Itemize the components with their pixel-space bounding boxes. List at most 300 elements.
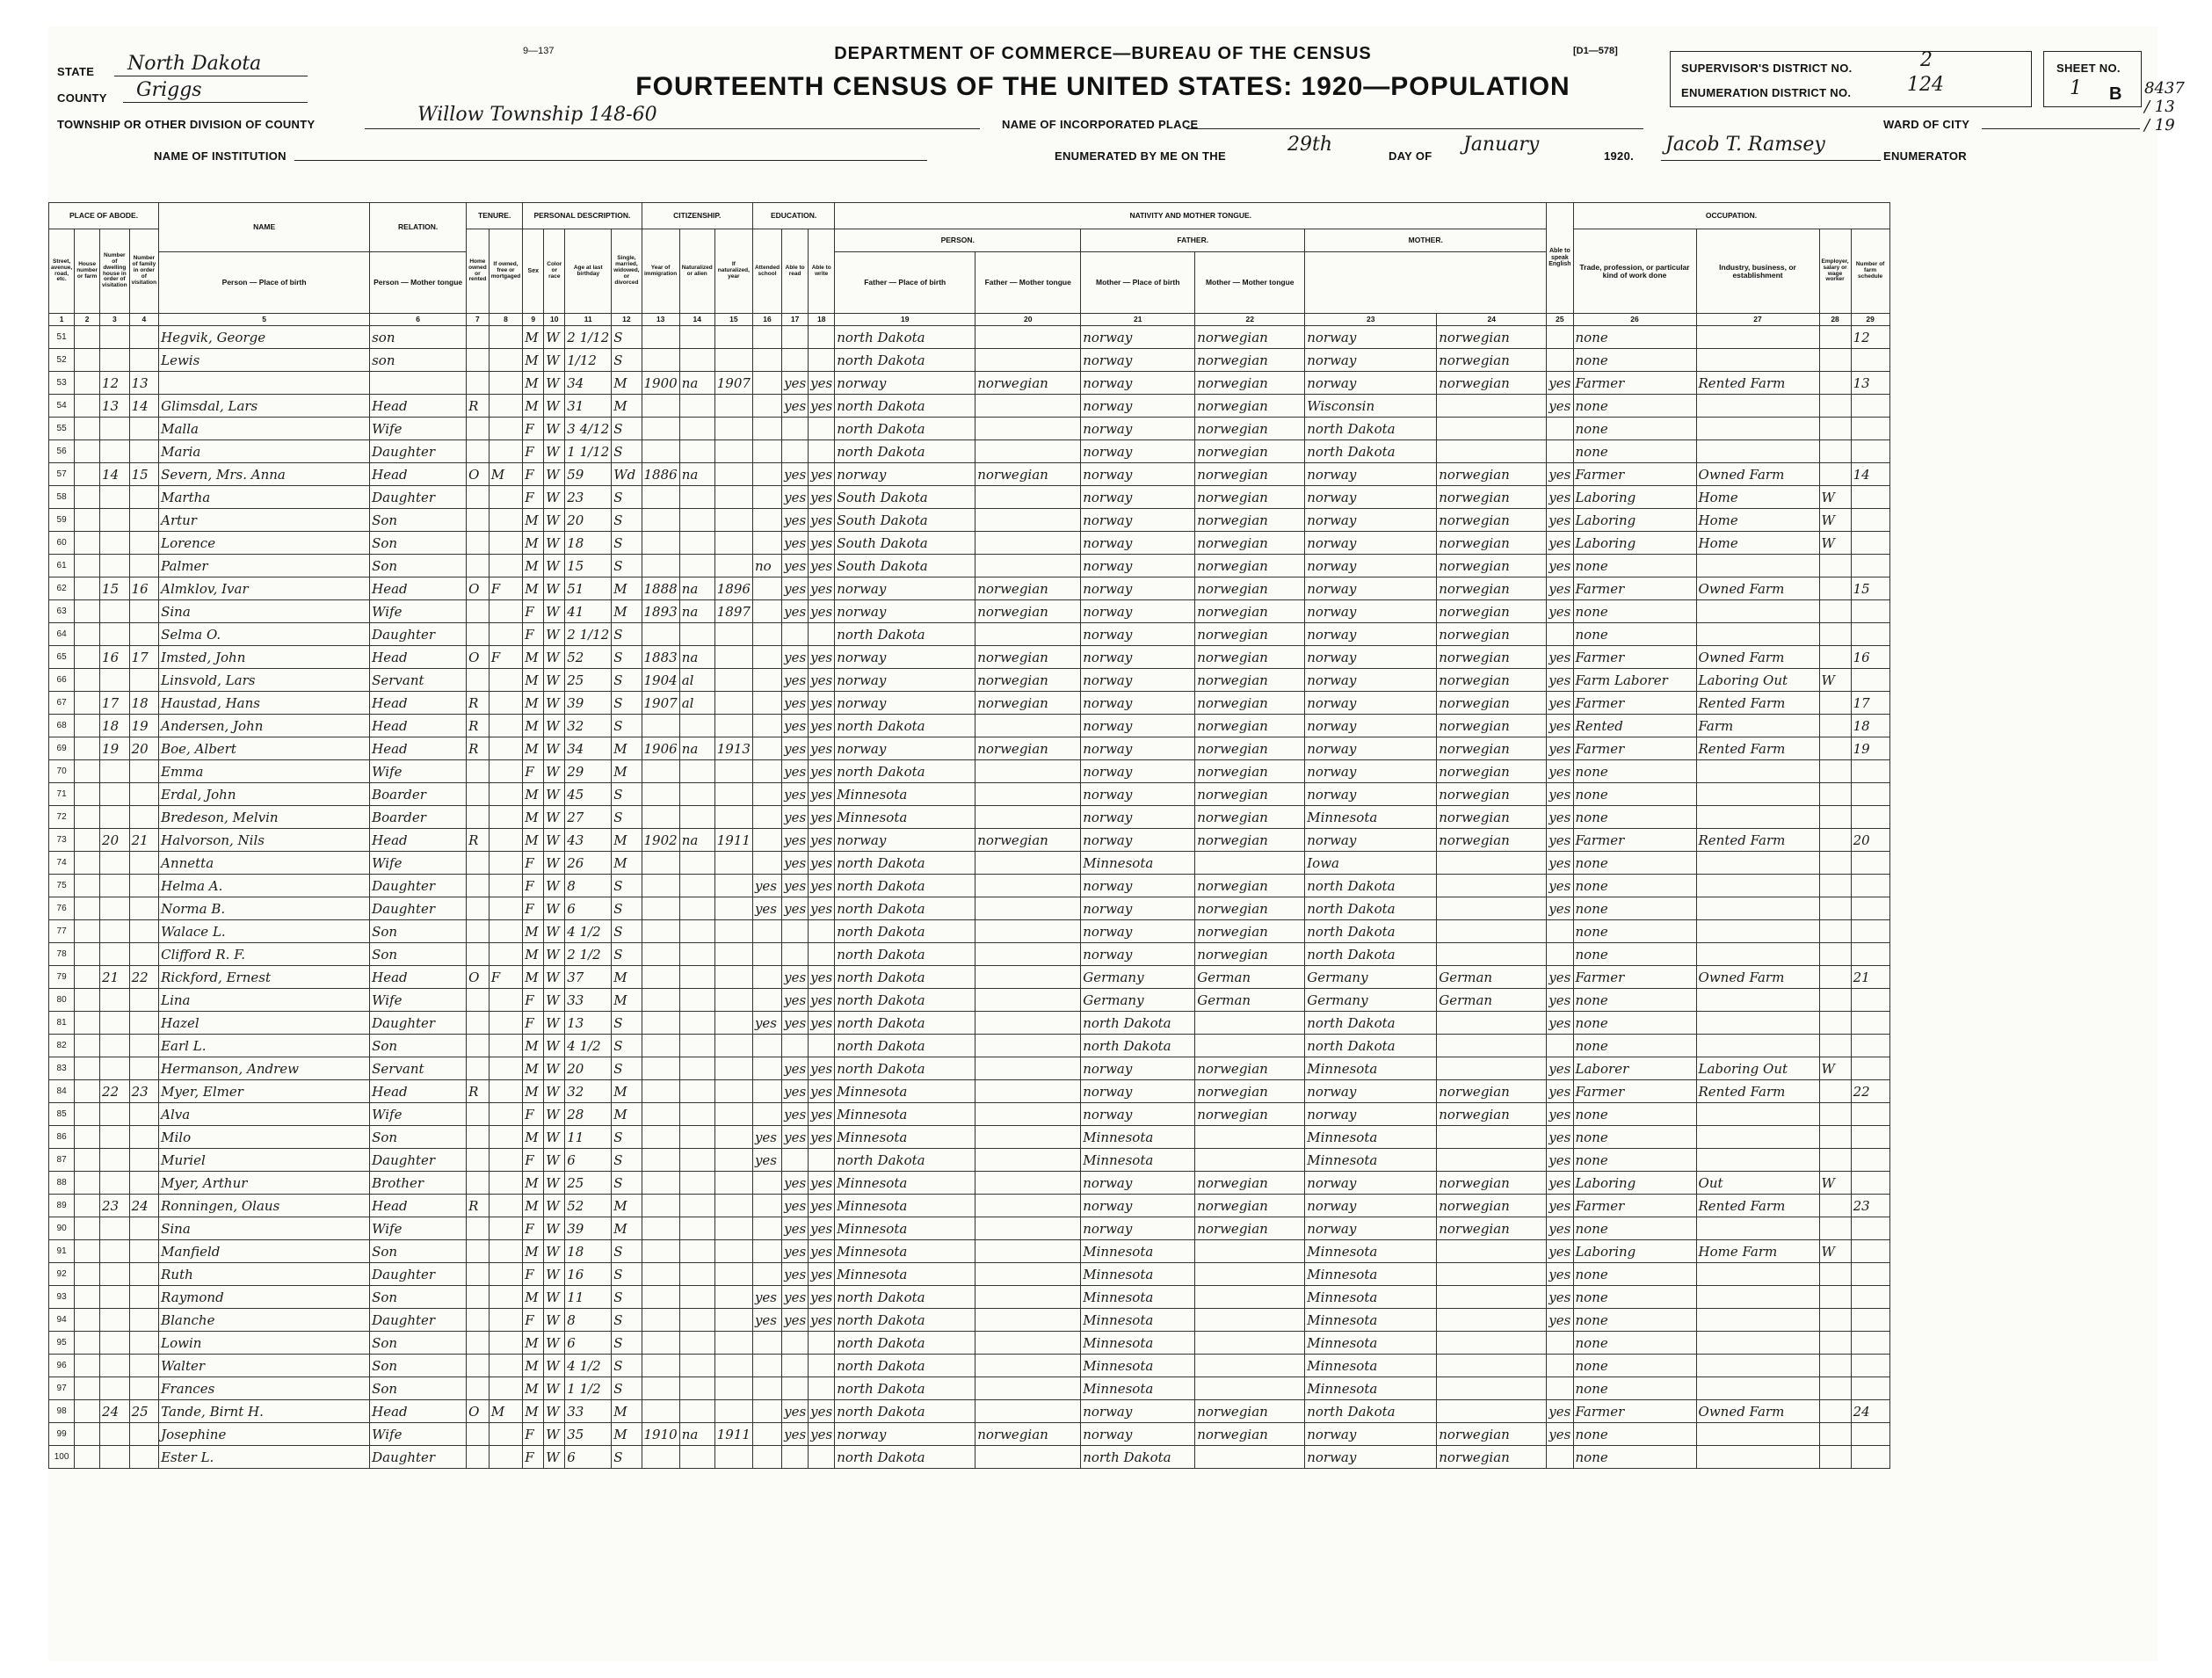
farm-schedule-cell: [1851, 920, 1889, 943]
house-number-cell: [75, 1355, 100, 1377]
naturalization-cell: [679, 532, 714, 555]
street-cell: 69: [49, 737, 75, 760]
immigration-year-cell: [642, 1217, 679, 1240]
birthplace-cell: norway: [835, 372, 975, 395]
mother-birthplace-cell: norway: [1305, 372, 1437, 395]
house-number-cell: [75, 875, 100, 897]
mortgage-cell: [489, 1309, 523, 1332]
column-number: 6: [370, 314, 467, 326]
table-row: [49, 555, 1890, 577]
father-birthplace-cell: norway: [1081, 829, 1195, 852]
race-cell: W: [544, 1195, 565, 1217]
farm-schedule-cell: [1851, 1355, 1889, 1377]
read-cell: yes: [782, 600, 809, 623]
house-number-cell: [75, 1377, 100, 1400]
write-cell: [809, 1035, 835, 1057]
father-birthplace-cell: north Dakota: [1081, 1035, 1195, 1057]
immigration-year-cell: 1910: [642, 1423, 679, 1446]
industry-cell: Home: [1696, 486, 1819, 509]
mortgage-cell: [489, 1126, 523, 1149]
school-cell: no: [752, 555, 781, 577]
age-cell: 8: [565, 1309, 612, 1332]
naturalized-year-cell: [714, 1332, 752, 1355]
sex-cell: M: [523, 349, 544, 372]
father-birthplace-cell: norway: [1081, 532, 1195, 555]
mother-tongue-cell: [975, 1080, 1081, 1103]
farm-schedule-cell: [1851, 1149, 1889, 1172]
employer-class-cell: [1819, 1423, 1851, 1446]
school-cell: [752, 920, 781, 943]
street-cell: 82: [49, 1035, 75, 1057]
immigration-year-cell: [642, 943, 679, 966]
read-cell: yes: [782, 783, 809, 806]
family-number: [129, 920, 159, 943]
naturalized-year-cell: 1911: [714, 829, 752, 852]
race-cell: W: [544, 463, 565, 486]
mortgage-cell: M: [489, 463, 523, 486]
farm-schedule-cell: [1851, 943, 1889, 966]
farm-schedule-cell: [1851, 395, 1889, 418]
family-number: [129, 509, 159, 532]
mother-tongue-of-mother-cell: [1437, 1309, 1547, 1332]
immigration-year-cell: [642, 1195, 679, 1217]
person-name: Malla: [159, 418, 370, 440]
industry-cell: Rented Farm: [1696, 737, 1819, 760]
sex-cell: M: [523, 1195, 544, 1217]
school-cell: yes: [752, 1149, 781, 1172]
age-cell: 15: [565, 555, 612, 577]
trade-cell: none: [1573, 326, 1696, 349]
family-number: 23: [129, 1080, 159, 1103]
trade-cell: none: [1573, 943, 1696, 966]
industry-cell: [1696, 806, 1819, 829]
naturalization-cell: na: [679, 600, 714, 623]
race-cell: W: [544, 440, 565, 463]
naturalized-year-cell: [714, 1012, 752, 1035]
marital-status-cell: S: [612, 1355, 642, 1377]
census-title: FOURTEENTH CENSUS OF THE UNITED STATES: 1920—POPULATION: [635, 72, 1570, 101]
family-number: [129, 669, 159, 692]
father-birthplace-cell: norway: [1081, 395, 1195, 418]
owned-rented-cell: O: [467, 646, 490, 669]
employer-class-cell: W: [1819, 532, 1851, 555]
industry-cell: [1696, 1126, 1819, 1149]
birthplace-cell: norway: [835, 829, 975, 852]
school-cell: yes: [752, 1286, 781, 1309]
sex-cell: M: [523, 1057, 544, 1080]
mother-birthplace-cell: norway: [1305, 783, 1437, 806]
school-cell: [752, 486, 781, 509]
age-cell: 2 1/12: [565, 623, 612, 646]
person-name: Andersen, John: [159, 715, 370, 737]
employer-class-cell: [1819, 1126, 1851, 1149]
write-cell: yes: [809, 829, 835, 852]
street-cell: 77: [49, 920, 75, 943]
person-name: Almklov, Ivar: [159, 577, 370, 600]
birthplace-cell: north Dakota: [835, 418, 975, 440]
dwelling-number: [100, 440, 130, 463]
mother-tongue-cell: [975, 326, 1081, 349]
dwelling-number: 13: [100, 395, 130, 418]
race-cell: W: [544, 1423, 565, 1446]
father-tongue-cell: [1195, 1012, 1305, 1035]
table-row: [49, 852, 1890, 875]
enumerated-label: ENUMERATED BY ME ON THE: [1055, 149, 1226, 163]
write-cell: yes: [809, 897, 835, 920]
age-cell: 11: [565, 1286, 612, 1309]
marital-status-cell: S: [612, 418, 642, 440]
mother-tongue-cell: [975, 989, 1081, 1012]
mortgage-cell: [489, 326, 523, 349]
immigration-year-cell: [642, 783, 679, 806]
write-cell: yes: [809, 463, 835, 486]
column-number: 17: [782, 314, 809, 326]
write-cell: yes: [809, 646, 835, 669]
sex-cell: M: [523, 715, 544, 737]
street-cell: 75: [49, 875, 75, 897]
family-number: 21: [129, 829, 159, 852]
immigration-year-cell: [642, 623, 679, 646]
dwelling-number: 20: [100, 829, 130, 852]
write-cell: yes: [809, 1400, 835, 1423]
owned-rented-cell: [467, 1377, 490, 1400]
dwelling-number: 19: [100, 737, 130, 760]
father-birthplace-cell: Minnesota: [1081, 1263, 1195, 1286]
school-cell: [752, 1103, 781, 1126]
owned-rented-cell: [467, 372, 490, 395]
father-tongue-cell: norwegian: [1195, 646, 1305, 669]
employer-class-cell: [1819, 920, 1851, 943]
write-cell: yes: [809, 692, 835, 715]
father-birthplace-cell: norway: [1081, 669, 1195, 692]
farm-schedule-cell: [1851, 1263, 1889, 1286]
table-row: [49, 1355, 1890, 1377]
birthplace-cell: north Dakota: [835, 966, 975, 989]
marital-status-cell: M: [612, 1080, 642, 1103]
age-cell: 33: [565, 989, 612, 1012]
read-cell: yes: [782, 1286, 809, 1309]
dwelling-number: [100, 1309, 130, 1332]
trade-cell: Farmer: [1573, 646, 1696, 669]
marital-status-cell: M: [612, 760, 642, 783]
father-birthplace-cell: norway: [1081, 326, 1195, 349]
tenure-group-header: TENURE.: [467, 203, 523, 229]
age-cell: 39: [565, 1217, 612, 1240]
father-tongue-cell: norwegian: [1195, 806, 1305, 829]
naturalized-year-cell: [714, 692, 752, 715]
mother-birthplace-cell: north Dakota: [1305, 943, 1437, 966]
read-cell: yes: [782, 532, 809, 555]
read-cell: [782, 943, 809, 966]
table-row: [49, 326, 1890, 349]
relation-cell: Boarder: [370, 783, 467, 806]
read-cell: yes: [782, 1400, 809, 1423]
mother-birthplace-cell: norway: [1305, 1080, 1437, 1103]
mother-birthplace-cell: norway: [1305, 532, 1437, 555]
dwelling-number: [100, 1103, 130, 1126]
mother-tongue-cell: [975, 486, 1081, 509]
trade-cell: none: [1573, 1217, 1696, 1240]
naturalization-cell: na: [679, 646, 714, 669]
immigration-year-cell: [642, 852, 679, 875]
employer-class-cell: [1819, 1400, 1851, 1423]
immigration-year-cell: [642, 806, 679, 829]
dwelling-number: [100, 555, 130, 577]
age-cell: 3 4/12: [565, 418, 612, 440]
sex-cell: F: [523, 852, 544, 875]
naturalized-year-cell: [714, 989, 752, 1012]
naturalization-cell: na: [679, 372, 714, 395]
table-row: [49, 577, 1890, 600]
mother-tongue-of-mother-cell: norwegian: [1437, 1080, 1547, 1103]
school-cell: [752, 1035, 781, 1057]
father-birthplace-cell: norway: [1081, 783, 1195, 806]
race-cell: W: [544, 875, 565, 897]
read-cell: yes: [782, 669, 809, 692]
school-cell: [752, 1217, 781, 1240]
mortgage-cell: M: [489, 1400, 523, 1423]
family-number: [129, 1172, 159, 1195]
father-tongue-cell: norwegian: [1195, 1400, 1305, 1423]
father-tongue-cell: norwegian: [1195, 692, 1305, 715]
dwelling-number: [100, 897, 130, 920]
house-number-cell: [75, 1057, 100, 1080]
employer-class-cell: [1819, 875, 1851, 897]
industry-cell: Home Farm: [1696, 1240, 1819, 1263]
mother-birthplace-cell: norway: [1305, 486, 1437, 509]
trade-cell: Laboring: [1573, 1172, 1696, 1195]
write-cell: [809, 943, 835, 966]
immigration-year-cell: [642, 1103, 679, 1126]
column-number: 16: [752, 314, 781, 326]
mortgage-cell: [489, 509, 523, 532]
house-number-cell: [75, 1240, 100, 1263]
mother-birthplace-cell: norway: [1305, 463, 1437, 486]
mother-tongue-cell: norwegian: [975, 1423, 1081, 1446]
immigration-year-cell: [642, 395, 679, 418]
table-row: [49, 806, 1890, 829]
industry-cell: [1696, 1309, 1819, 1332]
school-cell: [752, 1423, 781, 1446]
father-tongue-cell: norwegian: [1195, 486, 1305, 509]
naturalization-cell: [679, 326, 714, 349]
relation-cell: Wife: [370, 1103, 467, 1126]
school-cell: [752, 440, 781, 463]
mother-tongue-of-mother-cell: norwegian: [1437, 577, 1547, 600]
sex-cell: F: [523, 1263, 544, 1286]
marital-status-cell: M: [612, 852, 642, 875]
family-number: [129, 486, 159, 509]
mother-birthplace-cell: norway: [1305, 1446, 1437, 1469]
birthplace-cell: north Dakota: [835, 1286, 975, 1309]
marital-status-cell: S: [612, 692, 642, 715]
family-number: [129, 943, 159, 966]
mother-tongue-cell: [975, 806, 1081, 829]
age-cell: 31: [565, 395, 612, 418]
trade-cell: Farmer: [1573, 1195, 1696, 1217]
birthplace-cell: Minnesota: [835, 1126, 975, 1149]
employer-class-cell: [1819, 463, 1851, 486]
farm-schedule-cell: [1851, 1217, 1889, 1240]
house-number-cell: [75, 577, 100, 600]
naturalized-year-cell: [714, 1309, 752, 1332]
father-birthplace-cell: Minnesota: [1081, 1309, 1195, 1332]
mortgage-cell: [489, 1263, 523, 1286]
sex-cell: M: [523, 1035, 544, 1057]
relation-cell: son: [370, 326, 467, 349]
dwelling-number: [100, 1035, 130, 1057]
employer-class-cell: [1819, 600, 1851, 623]
read-cell: yes: [782, 1217, 809, 1240]
industry-cell: [1696, 875, 1819, 897]
column-number: 29: [1851, 314, 1889, 326]
trade-cell: none: [1573, 1446, 1696, 1469]
mortgage-cell: [489, 372, 523, 395]
relation-cell: Daughter: [370, 1446, 467, 1469]
father-tongue-cell: norwegian: [1195, 623, 1305, 646]
race-cell: W: [544, 943, 565, 966]
mother-birthplace-cell: Minnesota: [1305, 1149, 1437, 1172]
mother-birthplace-cell: norway: [1305, 1195, 1437, 1217]
write-cell: [809, 920, 835, 943]
father-birthplace-cell: norway: [1081, 760, 1195, 783]
employer-class-cell: [1819, 1080, 1851, 1103]
farm-schedule-cell: [1851, 760, 1889, 783]
school-cell: [752, 1355, 781, 1377]
farm-schedule-cell: [1851, 897, 1889, 920]
read-cell: yes: [782, 1080, 809, 1103]
owned-rented-cell: [467, 1103, 490, 1126]
street-cell: 93: [49, 1286, 75, 1309]
age-cell: 32: [565, 1080, 612, 1103]
birthplace-cell: north Dakota: [835, 1309, 975, 1332]
immigration-year-cell: [642, 418, 679, 440]
mother-tongue-cell: [975, 875, 1081, 897]
column-number: 1: [49, 314, 75, 326]
person-name: Norma B.: [159, 897, 370, 920]
speaks-english-cell: yes: [1547, 966, 1573, 989]
birthplace-cell: north Dakota: [835, 1035, 975, 1057]
owned-rented-cell: [467, 1355, 490, 1377]
naturalization-cell: [679, 1172, 714, 1195]
father-birthplace-cell: norway: [1081, 486, 1195, 509]
mother-birthplace-cell: north Dakota: [1305, 875, 1437, 897]
trade-cell: none: [1573, 1377, 1696, 1400]
race-cell: W: [544, 966, 565, 989]
naturalization-cell: [679, 966, 714, 989]
father-birthplace-cell: norway: [1081, 1195, 1195, 1217]
mother-tongue-of-mother-cell: [1437, 395, 1547, 418]
sex-cell: M: [523, 1355, 544, 1377]
owned-rented-cell: R: [467, 715, 490, 737]
relation-cell: Wife: [370, 989, 467, 1012]
relation-cell: Servant: [370, 1057, 467, 1080]
owned-rented-cell: R: [467, 395, 490, 418]
dwelling-number: [100, 989, 130, 1012]
mother-tongue-of-mother-cell: norwegian: [1437, 737, 1547, 760]
mother-tongue-of-mother-cell: norwegian: [1437, 692, 1547, 715]
family-number: [129, 1377, 159, 1400]
family-number: [129, 349, 159, 372]
industry-cell: [1696, 920, 1819, 943]
trade-cell: Farmer: [1573, 577, 1696, 600]
immigration-year-cell: 1902: [642, 829, 679, 852]
naturalized-year-cell: 1911: [714, 1423, 752, 1446]
marital-status-cell: S: [612, 1309, 642, 1332]
race-cell: W: [544, 486, 565, 509]
write-cell: yes: [809, 486, 835, 509]
farm-schedule-cell: [1851, 1446, 1889, 1469]
father-birthplace-cell: norway: [1081, 600, 1195, 623]
industry-cell: Laboring Out: [1696, 1057, 1819, 1080]
naturalized-year-cell: [714, 760, 752, 783]
family-number: [129, 1057, 159, 1080]
mother-birthplace-cell: Minnesota: [1305, 1286, 1437, 1309]
sex-cell: M: [523, 1080, 544, 1103]
sheet-number: 1: [2070, 77, 2082, 99]
table-row: [49, 692, 1890, 715]
father-tongue-cell: [1195, 1446, 1305, 1469]
age-cell: 11: [565, 1126, 612, 1149]
school-cell: [752, 1263, 781, 1286]
read-cell: [782, 326, 809, 349]
mother-tongue-of-mother-cell: [1437, 1057, 1547, 1080]
mother-tongue-cell: [975, 966, 1081, 989]
marital-status-cell: S: [612, 669, 642, 692]
mortgage-cell: [489, 1103, 523, 1126]
speaks-english-cell: yes: [1547, 989, 1573, 1012]
street-cell: 79: [49, 966, 75, 989]
house-number-cell: [75, 692, 100, 715]
column-number: 3: [100, 314, 130, 326]
column-number: 11: [565, 314, 612, 326]
farm-schedule-cell: [1851, 852, 1889, 875]
dwelling-number: [100, 669, 130, 692]
school-cell: yes: [752, 875, 781, 897]
person-name: Rickford, Ernest: [159, 966, 370, 989]
race-cell: W: [544, 897, 565, 920]
table-row: [49, 486, 1890, 509]
mother-tongue-cell: [975, 1377, 1081, 1400]
street-cell: 87: [49, 1149, 75, 1172]
column-number: 20: [975, 314, 1081, 326]
marital-status-cell: M: [612, 1423, 642, 1446]
naturalized-year-cell: [714, 1240, 752, 1263]
age-cell: 33: [565, 1400, 612, 1423]
incorporated-place-label: NAME OF INCORPORATED PLACE: [1002, 118, 1199, 131]
naturalized-year-cell: [714, 920, 752, 943]
marital-status-cell: Wd: [612, 463, 642, 486]
employer-class-cell: W: [1819, 509, 1851, 532]
naturalized-year-cell: [714, 1057, 752, 1080]
naturalization-cell: [679, 486, 714, 509]
father-birthplace-cell: norway: [1081, 875, 1195, 897]
birthplace-cell: norway: [835, 1423, 975, 1446]
naturalized-year-cell: [714, 1286, 752, 1309]
mother-tongue-of-mother-cell: norwegian: [1437, 760, 1547, 783]
sex-cell: F: [523, 1103, 544, 1126]
trade-cell: Laborer: [1573, 1057, 1696, 1080]
column-number: 24: [1437, 314, 1547, 326]
trade-cell: none: [1573, 395, 1696, 418]
farm-schedule-cell: [1851, 806, 1889, 829]
naturalization-cell: [679, 943, 714, 966]
mother-tongue-of-mother-cell: norwegian: [1437, 532, 1547, 555]
birthplace-cell: norway: [835, 600, 975, 623]
employer-class-cell: W: [1819, 1172, 1851, 1195]
employer-class-cell: [1819, 989, 1851, 1012]
father-birthplace-cell: norway: [1081, 463, 1195, 486]
